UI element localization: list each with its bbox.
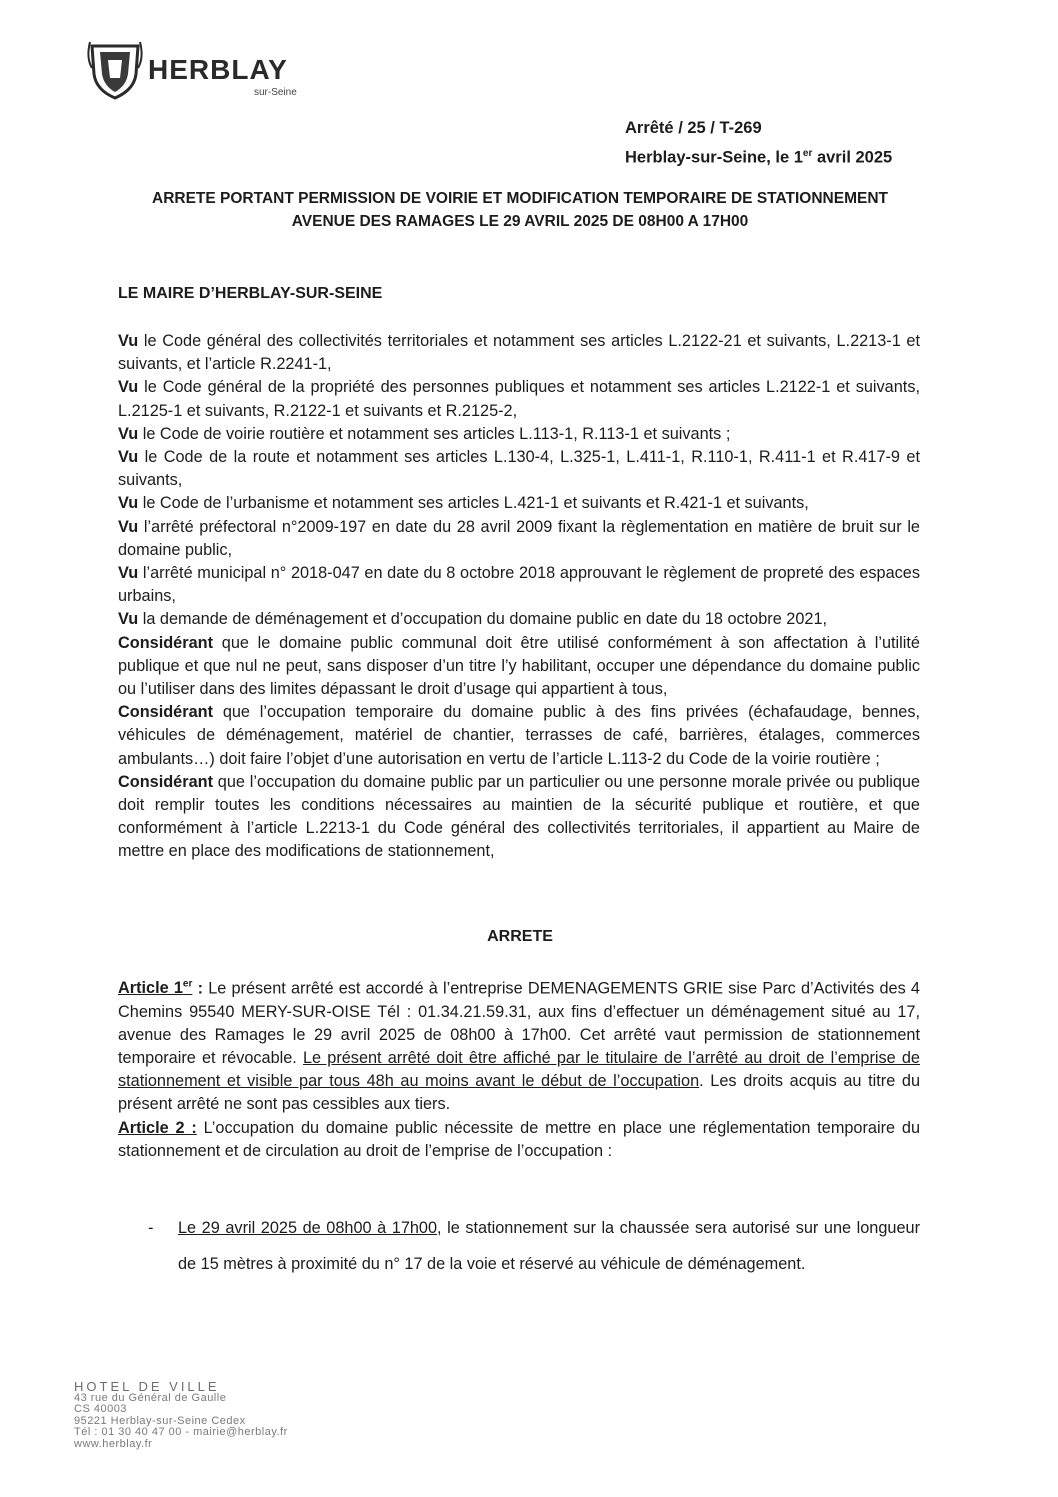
footer-contact: Tél : 01 30 40 47 00 - mairie@herblay.fr: [74, 1426, 288, 1438]
consideration-lead: Considérant: [118, 772, 213, 791]
herblay-logo: [86, 36, 316, 106]
city-crest-icon: [86, 38, 144, 100]
consideration-text: que le domaine public communal doit être utilisé conformément à son affectation à l’utilité publique et que nul ne peut, sans disposer d’un titre l’y habilitant, occuper une dépendance du domaine public ou l’utiliser dans des limites dépassant le droit d’usage qui appartient à tous,: [118, 633, 920, 699]
consideration: [118, 446, 920, 492]
article-1-text: Le présent arrêté est accordé à l’entreprise DEMENAGEMENTS GRIE sise Parc d’Activités des 4 Chemins 95540 MERY-SUR-OISE Tél : 01.34.21.59.31, aux fins d’effectuer un déménagement situé au 17, avenue des Ramages le 29 avril 2025 de 08h00 à 17h00. Cet arrêté vaut permission de stationnement temporaire et révocable.: [118, 979, 920, 1068]
decree-title: [120, 187, 920, 233]
arrete-heading: ARRETE: [487, 928, 553, 945]
consideration: [118, 492, 920, 515]
bullet-body: , le stationnement sur la chaussée sera autorisé sur une longueur de 15 mètres à proximité du n° 17 de la voie et réservé au véhicule de déménagement.: [178, 1219, 921, 1273]
consideration-lead: Vu: [118, 517, 139, 536]
consideration-lead: Considérant: [118, 633, 213, 652]
reference-block: [625, 116, 892, 171]
title-line-1: ARRETE PORTANT PERMISSION DE VOIRIE ET MODIFICATION TEMPORAIRE DE STATIONNEMENT: [152, 190, 888, 207]
consideration-text: l’arrêté préfectoral n°2009-197 en date du 28 avril 2009 fixant la règlementation en matière de bruit sur le domaine public,: [118, 517, 920, 559]
consideration: [118, 423, 920, 446]
consideration-lead: Considérant: [118, 703, 213, 722]
consideration-text: le Code de la route et notamment ses articles L.130-4, L.325-1, L.411-1, R.110-1, R.411-1 et R.417-9 et suivants,: [118, 448, 920, 490]
consideration-lead: Vu: [118, 564, 139, 583]
consideration-text: l’arrêté municipal n° 2018-047 en date du 8 octobre 2018 approuvant le règlement de propreté des espaces urbains,: [118, 564, 920, 606]
article-2: [118, 1117, 920, 1163]
consideration-text: le Code de l’urbanisme et notamment ses articles L.421-1 et suivants et R.421-1 et suivants,: [138, 494, 809, 513]
footer-website: www.herblay.fr: [74, 1437, 153, 1450]
mayor-heading: LE MAIRE D’HERBLAY-SUR-SEINE: [118, 285, 383, 302]
articles: [118, 973, 920, 1163]
consideration-lead: Vu: [118, 424, 139, 443]
consideration-text: le Code de voirie routière et notamment ses articles L.113-1, R.113-1 et suivants ;: [138, 424, 731, 443]
consideration: [118, 330, 920, 376]
bullet-text: [178, 1210, 920, 1282]
consideration-lead: Vu: [118, 378, 139, 397]
article-1-label: Article 1er: [118, 979, 193, 998]
title-line-2: AVENUE DES RAMAGES LE 29 AVRIL 2025 DE 08H00 A 17H00: [291, 213, 749, 230]
consideration: [118, 632, 920, 702]
decree-reference: Arrêté / 25 / T-269: [625, 119, 762, 137]
consideration: [118, 771, 920, 864]
footer-address: [74, 1381, 288, 1450]
footer-city: 95221 Herblay-sur-Seine Cedex: [74, 1414, 246, 1427]
article-1-underlined: Le présent arrêté doit être affiché par le titulaire de l’arrêté au droit de l’emprise de stationnement et visible par tous 48h au moins avant le début de l’occupation: [118, 1049, 920, 1091]
consideration: [118, 701, 920, 771]
consideration: [118, 562, 920, 608]
consideration-text: que l’occupation temporaire du domaine public à des fins privées (échafaudage, bennes, véhicules de déménagement, matériel de chantier, terrasses de café, barrières, étalages, commerces ambulants…) doit faire l’objet d’une autorisation en vertu de l’article L.113-2 du Code de la voirie routière ;: [118, 703, 920, 768]
consideration-lead: Vu: [118, 494, 139, 513]
logo-subtitle: sur-Seine: [254, 87, 297, 98]
footer-street: 43 rue du Général de Gaulle: [74, 1391, 227, 1404]
article-2-bullet: [148, 1210, 920, 1282]
article-2-label: Article 2 :: [118, 1118, 197, 1137]
consideration-lead: Vu: [118, 610, 139, 629]
considerations: [118, 330, 920, 864]
bullet-underlined: Le 29 avril 2025 de 08h00 à 17h00: [178, 1219, 438, 1237]
article-1-label-end: :: [192, 979, 203, 998]
place-date: [625, 141, 892, 171]
consideration: [118, 608, 920, 631]
consideration: [118, 376, 920, 422]
place-date-prefix: Herblay-sur-Seine, le 1: [625, 148, 803, 167]
footer-hotel-de-ville: HOTEL DE VILLE: [74, 1379, 220, 1394]
consideration-text: le Code général de la propriété des personnes publiques et notamment ses articles L.2122-1 et suivants, L.2125-1 et suivants, R.2122-1 et suivants et R.2125-2,: [118, 378, 920, 420]
footer-cs: CS 40003: [74, 1403, 127, 1415]
consideration-text: que l’occupation du domaine public par un particulier ou une personne morale privée ou publique doit remplir toutes les conditions nécessaires au maintien de la sécurité publique et routière, et que conformément à l’article L.2213-1 du Code général des collectivités territoriales, il appartient au Maire de mettre en place des modifications de stationnement,: [118, 772, 920, 861]
bullet-dash: -: [148, 1219, 154, 1237]
article-2-text: L’occupation du domaine public nécessite de mettre en place une réglementation temporaire du stationnement et de circulation au droit de l’emprise de l’occupation :: [118, 1118, 920, 1160]
consideration: [118, 516, 920, 562]
consideration-lead: Vu: [118, 332, 139, 350]
consideration-text: le Code général des collectivités territoriales et notamment ses articles L.2122-21 et suivants, L.2213-1 et suivants, et l’article R.2241-1,: [118, 332, 920, 374]
consideration-lead: Vu: [118, 448, 139, 467]
article-1: [118, 973, 920, 1117]
logo-name: HERBLAY: [148, 54, 288, 85]
place-date-sup: er: [802, 148, 813, 159]
place-date-suffix: avril 2025: [812, 148, 893, 167]
article-1-text-end: . Les droits acquis au titre du présent arrêté ne sont pas cessibles aux tiers.: [118, 1072, 920, 1114]
consideration-text: la demande de déménagement et d’occupation du domaine public en date du 18 octobre 2021,: [138, 610, 828, 629]
